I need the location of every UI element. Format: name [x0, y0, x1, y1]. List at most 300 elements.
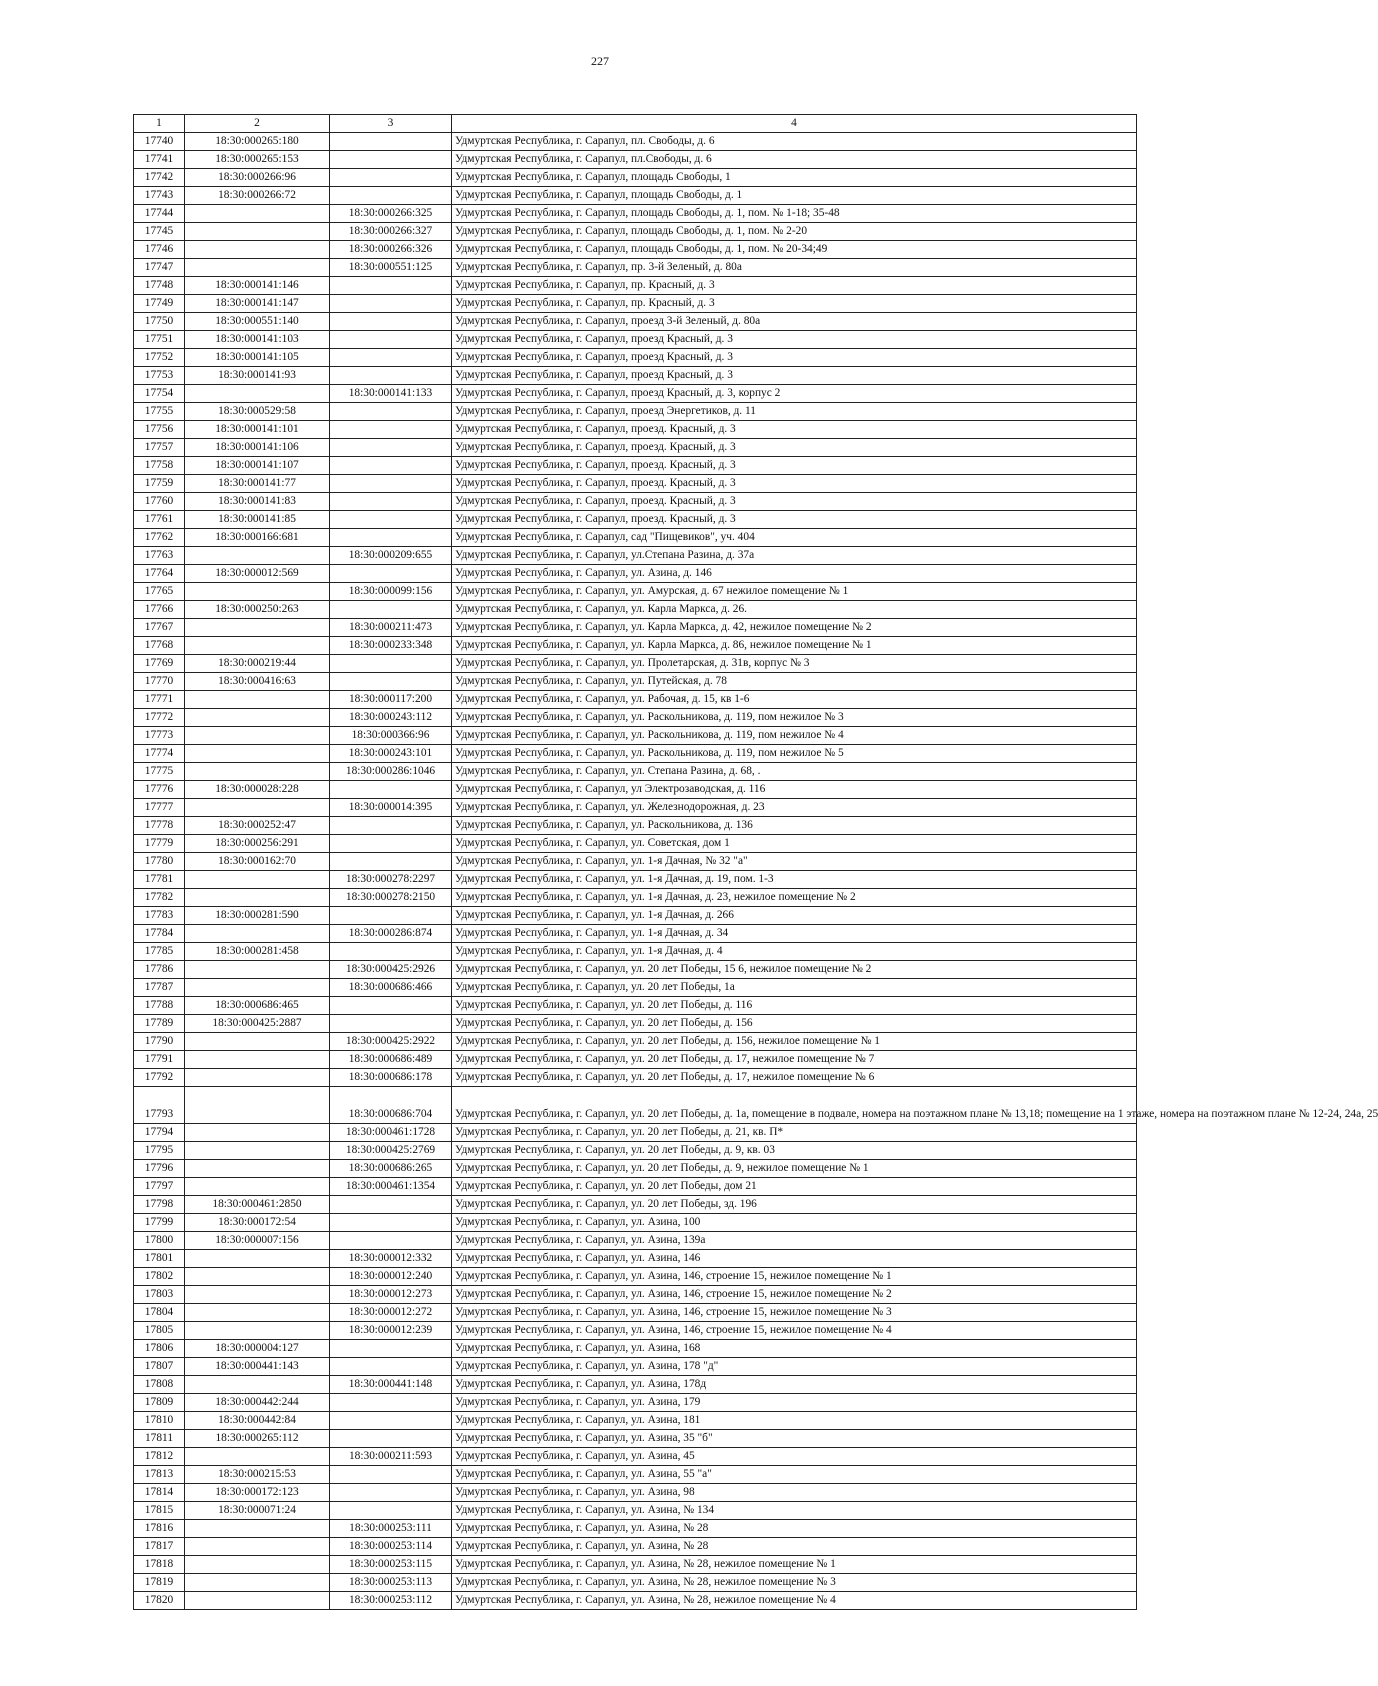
registry-table [133, 114, 1378, 1610]
cadastral-number-building-cell: 18:30:000266:327 [330, 223, 452, 241]
row-number-cell: 17748 [134, 277, 185, 295]
cadastral-number-building-cell: 18:30:000266:325 [330, 205, 452, 223]
cadastral-number-land-cell [185, 1448, 330, 1466]
cadastral-number-building-cell [330, 817, 452, 835]
cadastral-number-land-cell [185, 1592, 330, 1610]
cadastral-number-building-cell: 18:30:000253:114 [330, 1538, 452, 1556]
cadastral-number-land-cell [185, 889, 330, 907]
table-row [134, 439, 1137, 457]
table-row [134, 367, 1137, 385]
row-number-cell: 17753 [134, 367, 185, 385]
table-row [134, 673, 1137, 691]
cadastral-number-land-cell: 18:30:000007:156 [185, 1232, 330, 1250]
cadastral-number-land-cell [185, 1087, 330, 1124]
table-row [134, 925, 1137, 943]
cadastral-number-building-cell: 18:30:000551:125 [330, 259, 452, 277]
cadastral-number-land-cell [185, 1069, 330, 1087]
address-cell: Удмуртская Республика, г. Сарапул, ул. Азина, № 28 [452, 1538, 1137, 1556]
cadastral-number-land-cell [185, 259, 330, 277]
cadastral-number-land-cell [185, 979, 330, 997]
cadastral-number-land-cell [185, 1124, 330, 1142]
cadastral-number-land-cell: 18:30:000265:112 [185, 1430, 330, 1448]
cadastral-number-building-cell [330, 1015, 452, 1033]
cadastral-number-building-cell [330, 943, 452, 961]
cadastral-number-land-cell: 18:30:000281:458 [185, 943, 330, 961]
row-number-cell: 17766 [134, 601, 185, 619]
row-number-cell: 17779 [134, 835, 185, 853]
cadastral-number-land-cell: 18:30:000141:146 [185, 277, 330, 295]
address-cell: Удмуртская Республика, г. Сарапул, проезд. Красный, д. 3 [452, 475, 1137, 493]
address-cell: Удмуртская Республика, г. Сарапул, ул. Азина, 35 "б" [452, 1430, 1137, 1448]
cadastral-number-building-cell: 18:30:000286:1046 [330, 763, 452, 781]
row-number-cell: 17798 [134, 1196, 185, 1214]
cadastral-number-land-cell: 18:30:000004:127 [185, 1340, 330, 1358]
row-number-cell: 17782 [134, 889, 185, 907]
address-cell: Удмуртская Республика, г. Сарапул, ул. Азина, № 28, нежилое помещение № 3 [452, 1574, 1137, 1592]
address-cell: Удмуртская Республика, г. Сарапул, ул. Азина, д. 146 [452, 565, 1137, 583]
cadastral-number-building-cell: 18:30:000012:240 [330, 1268, 452, 1286]
table-row [134, 205, 1137, 223]
address-cell: Удмуртская Республика, г. Сарапул, ул. Советская, дом 1 [452, 835, 1137, 853]
address-cell: Удмуртская Республика, г. Сарапул, ул. 20 лет Победы, 15 6, нежилое помещение № 2 [452, 961, 1137, 979]
address-cell: Удмуртская Республика, г. Сарапул, ул. 20 лет Победы, д. 156, нежилое помещение № 1 [452, 1033, 1137, 1051]
cadastral-number-land-cell: 18:30:000529:58 [185, 403, 330, 421]
table-row [134, 403, 1137, 421]
cadastral-number-land-cell: 18:30:000425:2887 [185, 1015, 330, 1033]
cadastral-number-building-cell [330, 277, 452, 295]
row-number-cell: 17809 [134, 1394, 185, 1412]
cadastral-number-building-cell [330, 1502, 452, 1520]
cadastral-number-land-cell [185, 1376, 330, 1394]
cadastral-number-building-cell: 18:30:000211:473 [330, 619, 452, 637]
row-number-cell: 17784 [134, 925, 185, 943]
address-cell: Удмуртская Республика, г. Сарапул, ул. 1-я Дачная, д. 34 [452, 925, 1137, 943]
row-number-cell: 17758 [134, 457, 185, 475]
cadastral-number-land-cell: 18:30:000028:228 [185, 781, 330, 799]
cadastral-number-building-cell: 18:30:000014:395 [330, 799, 452, 817]
table-row [134, 799, 1137, 817]
cadastral-number-land-cell: 18:30:000416:63 [185, 673, 330, 691]
cadastral-number-building-cell: 18:30:000012:332 [330, 1250, 452, 1268]
cadastral-number-building-cell: 18:30:000012:272 [330, 1304, 452, 1322]
address-cell: Удмуртская Республика, г. Сарапул, ул. 20 лет Победы, дом 21 [452, 1178, 1137, 1196]
row-number-cell: 17747 [134, 259, 185, 277]
table-row [134, 331, 1137, 349]
table-row [134, 709, 1137, 727]
row-number-cell: 17767 [134, 619, 185, 637]
cadastral-number-building-cell [330, 169, 452, 187]
row-number-cell: 17820 [134, 1592, 185, 1610]
table-row [134, 835, 1137, 853]
table-row [134, 1286, 1137, 1304]
row-number-cell: 17816 [134, 1520, 185, 1538]
cadastral-number-building-cell: 18:30:000117:200 [330, 691, 452, 709]
row-number-cell: 17744 [134, 205, 185, 223]
row-number-cell: 17805 [134, 1322, 185, 1340]
table-row [134, 1160, 1137, 1178]
table-row [134, 1178, 1137, 1196]
table-row [134, 1340, 1137, 1358]
cadastral-number-land-cell: 18:30:000141:105 [185, 349, 330, 367]
address-cell: Удмуртская Республика, г. Сарапул, ул. 20 лет Победы, д. 156 [452, 1015, 1137, 1033]
cadastral-number-building-cell: 18:30:000012:273 [330, 1286, 452, 1304]
address-cell: Удмуртская Республика, г. Сарапул, ул. Азина, 146, строение 15, нежилое помещение № 3 [452, 1304, 1137, 1322]
table-row [134, 565, 1137, 583]
cadastral-number-building-cell: 18:30:000686:489 [330, 1051, 452, 1069]
cadastral-number-land-cell [185, 1160, 330, 1178]
cadastral-number-building-cell [330, 1196, 452, 1214]
row-number-cell: 17800 [134, 1232, 185, 1250]
table-row [134, 1592, 1137, 1610]
address-cell: Удмуртская Республика, г. Сарапул, ул. Азина, 45 [452, 1448, 1137, 1466]
address-cell: Удмуртская Республика, г. Сарапул, пл.Свободы, д. 6 [452, 151, 1137, 169]
address-cell: Удмуртская Республика, г. Сарапул, проезд Красный, д. 3 [452, 349, 1137, 367]
row-number-cell: 17804 [134, 1304, 185, 1322]
address-cell: Удмуртская Республика, г. Сарапул, проезд. Красный, д. 3 [452, 421, 1137, 439]
cadastral-number-land-cell [185, 205, 330, 223]
row-number-cell: 17797 [134, 1178, 185, 1196]
cadastral-number-building-cell [330, 439, 452, 457]
address-cell: Удмуртская Республика, г. Сарапул, сад "Пищевиков", уч. 404 [452, 529, 1137, 547]
row-number-cell: 17771 [134, 691, 185, 709]
row-number-cell: 17791 [134, 1051, 185, 1069]
cadastral-number-building-cell: 18:30:000253:112 [330, 1592, 452, 1610]
table-row [134, 1087, 1137, 1124]
row-number-cell: 17743 [134, 187, 185, 205]
row-number-cell: 17811 [134, 1430, 185, 1448]
cadastral-number-building-cell: 18:30:000686:265 [330, 1160, 452, 1178]
cadastral-number-land-cell: 18:30:000162:70 [185, 853, 330, 871]
address-cell: Удмуртская Республика, г. Сарапул, площадь Свободы, д. 1, пом. № 1-18; 35-48 [452, 205, 1137, 223]
cadastral-number-land-cell [185, 1520, 330, 1538]
row-number-cell: 17749 [134, 295, 185, 313]
table-row [134, 1015, 1137, 1033]
row-number-cell: 17776 [134, 781, 185, 799]
row-number-cell: 17819 [134, 1574, 185, 1592]
address-cell: Удмуртская Республика, г. Сарапул, ул. Азина, 55 "а" [452, 1466, 1137, 1484]
cadastral-number-land-cell [185, 583, 330, 601]
row-number-cell: 17790 [134, 1033, 185, 1051]
row-number-cell: 17759 [134, 475, 185, 493]
cadastral-number-building-cell: 18:30:000253:113 [330, 1574, 452, 1592]
cadastral-number-building-cell: 18:30:000141:133 [330, 385, 452, 403]
address-cell: Удмуртская Республика, г. Сарапул, ул. Азина, 100 [452, 1214, 1137, 1232]
row-number-cell: 17799 [134, 1214, 185, 1232]
cadastral-number-building-cell [330, 997, 452, 1015]
table-row [134, 187, 1137, 205]
row-number-cell: 17781 [134, 871, 185, 889]
address-cell: Удмуртская Республика, г. Сарапул, проезд. Красный, д. 3 [452, 439, 1137, 457]
address-cell: Удмуртская Республика, г. Сарапул, ул Электрозаводская, д. 116 [452, 781, 1137, 799]
row-number-cell: 17808 [134, 1376, 185, 1394]
cadastral-number-land-cell: 18:30:000266:72 [185, 187, 330, 205]
cadastral-number-land-cell [185, 961, 330, 979]
cadastral-number-building-cell: 18:30:000099:156 [330, 583, 452, 601]
cadastral-number-land-cell: 18:30:000256:291 [185, 835, 330, 853]
address-cell: Удмуртская Республика, г. Сарапул, проезд. Красный, д. 3 [452, 493, 1137, 511]
cadastral-number-building-cell [330, 313, 452, 331]
address-cell: Удмуртская Республика, г. Сарапул, ул. Азина, № 28, нежилое помещение № 1 [452, 1556, 1137, 1574]
table-row [134, 889, 1137, 907]
table-row [134, 619, 1137, 637]
row-number-cell: 17780 [134, 853, 185, 871]
cadastral-number-building-cell: 18:30:000243:101 [330, 745, 452, 763]
row-number-cell: 17761 [134, 511, 185, 529]
table-row [134, 1051, 1137, 1069]
table-row [134, 475, 1137, 493]
table-row [134, 169, 1137, 187]
cadastral-number-land-cell: 18:30:000141:103 [185, 331, 330, 349]
row-number-cell: 17756 [134, 421, 185, 439]
cadastral-number-building-cell: 18:30:000233:348 [330, 637, 452, 655]
row-number-cell: 17795 [134, 1142, 185, 1160]
table-row [134, 961, 1137, 979]
table-row [134, 1196, 1137, 1214]
row-number-cell: 17793 [134, 1087, 185, 1124]
row-number-cell: 17785 [134, 943, 185, 961]
cadastral-number-land-cell [185, 241, 330, 259]
address-cell: Удмуртская Республика, г. Сарапул, ул. 20 лет Победы, 1а [452, 979, 1137, 997]
cadastral-number-land-cell: 18:30:000441:143 [185, 1358, 330, 1376]
row-number-cell: 17789 [134, 1015, 185, 1033]
cadastral-number-building-cell: 18:30:000211:593 [330, 1448, 452, 1466]
cadastral-number-building-cell: 18:30:000425:2922 [330, 1033, 452, 1051]
cadastral-number-land-cell [185, 1268, 330, 1286]
cadastral-number-building-cell [330, 367, 452, 385]
cadastral-number-land-cell: 18:30:000071:24 [185, 1502, 330, 1520]
table-row [134, 349, 1137, 367]
header-col-4: 4 [452, 115, 1137, 133]
cadastral-number-building-cell: 18:30:000425:2926 [330, 961, 452, 979]
cadastral-number-land-cell: 18:30:000281:590 [185, 907, 330, 925]
address-cell: Удмуртская Республика, г. Сарапул, ул. 20 лет Победы, д. 21, кв. П* [452, 1124, 1137, 1142]
row-number-cell: 17801 [134, 1250, 185, 1268]
cadastral-number-building-cell [330, 529, 452, 547]
cadastral-number-building-cell [330, 565, 452, 583]
cadastral-number-land-cell: 18:30:000166:681 [185, 529, 330, 547]
address-cell: Удмуртская Республика, г. Сарапул, ул. Карла Маркса, д. 26. [452, 601, 1137, 619]
row-number-cell: 17806 [134, 1340, 185, 1358]
address-cell: Удмуртская Республика, г. Сарапул, ул. Раскольникова, д. 119, пом нежилое № 4 [452, 727, 1137, 745]
address-cell: Удмуртская Республика, г. Сарапул, площадь Свободы, 1 [452, 169, 1137, 187]
table-row [134, 529, 1137, 547]
cadastral-number-building-cell: 18:30:000253:111 [330, 1520, 452, 1538]
address-cell: Удмуртская Республика, г. Сарапул, ул. Амурская, д. 67 нежилое помещение № 1 [452, 583, 1137, 601]
address-cell: Удмуртская Республика, г. Сарапул, ул. 20 лет Победы, д. 9, кв. 03 [452, 1142, 1137, 1160]
address-cell: Удмуртская Республика, г. Сарапул, ул. Азина, № 28, нежилое помещение № 4 [452, 1592, 1137, 1610]
row-number-cell: 17764 [134, 565, 185, 583]
cadastral-number-building-cell [330, 673, 452, 691]
cadastral-number-land-cell: 18:30:000141:85 [185, 511, 330, 529]
cadastral-number-land-cell: 18:30:000172:123 [185, 1484, 330, 1502]
address-cell: Удмуртская Республика, г. Сарапул, ул. 1-я Дачная, д. 266 [452, 907, 1137, 925]
address-cell: Удмуртская Республика, г. Сарапул, ул. 1-я Дачная, д. 19, пом. 1-3 [452, 871, 1137, 889]
cadastral-number-building-cell: 18:30:000286:874 [330, 925, 452, 943]
cadastral-number-land-cell: 18:30:000219:44 [185, 655, 330, 673]
address-cell: Удмуртская Республика, г. Сарапул, ул. Степана Разина, д. 68, . [452, 763, 1137, 781]
table-row [134, 259, 1137, 277]
cadastral-number-land-cell [185, 871, 330, 889]
cadastral-number-building-cell [330, 457, 452, 475]
row-number-cell: 17772 [134, 709, 185, 727]
cadastral-number-land-cell [185, 1556, 330, 1574]
table-row [134, 1376, 1137, 1394]
cadastral-number-building-cell [330, 1430, 452, 1448]
address-cell: Удмуртская Республика, г. Сарапул, ул. Азина, 181 [452, 1412, 1137, 1430]
table-row [134, 907, 1137, 925]
cadastral-number-building-cell [330, 421, 452, 439]
cadastral-number-building-cell [330, 493, 452, 511]
cadastral-number-building-cell [330, 1232, 452, 1250]
table-row [134, 1412, 1137, 1430]
cadastral-number-building-cell [330, 781, 452, 799]
cadastral-number-building-cell [330, 835, 452, 853]
cadastral-number-building-cell: 18:30:000461:1354 [330, 1178, 452, 1196]
row-number-cell: 17768 [134, 637, 185, 655]
cadastral-number-building-cell [330, 1214, 452, 1232]
address-cell: Удмуртская Республика, г. Сарапул, проезд Энергетиков, д. 11 [452, 403, 1137, 421]
cadastral-number-building-cell: 18:30:000686:704 [330, 1087, 452, 1124]
row-number-cell: 17762 [134, 529, 185, 547]
table-row [134, 295, 1137, 313]
table-row [134, 979, 1137, 997]
cadastral-number-land-cell: 18:30:000250:263 [185, 601, 330, 619]
row-number-cell: 17765 [134, 583, 185, 601]
cadastral-number-land-cell [185, 1574, 330, 1592]
address-cell: Удмуртская Республика, г. Сарапул, ул. 20 лет Победы, д. 9, нежилое помещение № 1 [452, 1160, 1137, 1178]
row-number-cell: 17817 [134, 1538, 185, 1556]
address-cell: Удмуртская Республика, г. Сарапул, площадь Свободы, д. 1 [452, 187, 1137, 205]
table-row [134, 1448, 1137, 1466]
cadastral-number-building-cell [330, 907, 452, 925]
address-cell: Удмуртская Республика, г. Сарапул, ул. Азина, 178 "д" [452, 1358, 1137, 1376]
address-cell: Удмуртская Республика, г. Сарапул, площадь Свободы, д. 1, пом. № 20-34;49 [452, 241, 1137, 259]
row-number-cell: 17760 [134, 493, 185, 511]
table-row [134, 1556, 1137, 1574]
table-row [134, 1069, 1137, 1087]
row-number-cell: 17796 [134, 1160, 185, 1178]
row-number-cell: 17813 [134, 1466, 185, 1484]
table-row [134, 1322, 1137, 1340]
cadastral-number-building-cell: 18:30:000461:1728 [330, 1124, 452, 1142]
address-cell: Удмуртская Республика, г. Сарапул, проезд Красный, д. 3 [452, 331, 1137, 349]
table-row [134, 1520, 1137, 1538]
table-row [134, 1250, 1137, 1268]
table-row [134, 781, 1137, 799]
address-cell: Удмуртская Республика, г. Сарапул, ул. 20 лет Победы, д. 17, нежилое помещение № 7 [452, 1051, 1137, 1069]
cadastral-number-building-cell [330, 151, 452, 169]
cadastral-number-building-cell [330, 133, 452, 151]
cadastral-number-land-cell: 18:30:000012:569 [185, 565, 330, 583]
row-number-cell: 17778 [134, 817, 185, 835]
cadastral-number-building-cell [330, 475, 452, 493]
address-cell: Удмуртская Республика, г. Сарапул, ул. 20 лет Победы, д. 1а, помещение в подвале, номера на поэтажном плане № 13,18; помещение на 1 этаже, номера на поэтажном плане № 12-24, 24а, 25 [452, 1087, 1137, 1124]
address-cell: Удмуртская Республика, г. Сарапул, ул.Степана Разина, д. 37а [452, 547, 1137, 565]
table-row [134, 1394, 1137, 1412]
cadastral-number-land-cell [185, 1250, 330, 1268]
row-number-cell: 17803 [134, 1286, 185, 1304]
cadastral-number-land-cell [185, 1322, 330, 1340]
address-cell: Удмуртская Республика, г. Сарапул, ул. Азина, 179 [452, 1394, 1137, 1412]
cadastral-number-building-cell [330, 1358, 452, 1376]
cadastral-number-land-cell [185, 691, 330, 709]
row-number-cell: 17746 [134, 241, 185, 259]
row-number-cell: 17742 [134, 169, 185, 187]
cadastral-number-land-cell: 18:30:000141:101 [185, 421, 330, 439]
address-cell: Удмуртская Республика, г. Сарапул, ул. Азина, 146, строение 15, нежилое помещение № 1 [452, 1268, 1137, 1286]
cadastral-number-land-cell: 18:30:000141:83 [185, 493, 330, 511]
row-number-cell: 17740 [134, 133, 185, 151]
table-row [134, 1268, 1137, 1286]
cadastral-number-building-cell: 18:30:000686:178 [330, 1069, 452, 1087]
cadastral-number-building-cell: 18:30:000686:466 [330, 979, 452, 997]
cadastral-number-land-cell [185, 1142, 330, 1160]
cadastral-number-building-cell: 18:30:000441:148 [330, 1376, 452, 1394]
cadastral-number-land-cell [185, 637, 330, 655]
address-cell: Удмуртская Республика, г. Сарапул, ул. Карла Маркса, д. 86, нежилое помещение № 1 [452, 637, 1137, 655]
address-cell: Удмуртская Республика, г. Сарапул, ул. Азина, 146, строение 15, нежилое помещение № 2 [452, 1286, 1137, 1304]
row-number-cell: 17794 [134, 1124, 185, 1142]
table-row [134, 1304, 1137, 1322]
table-row [134, 997, 1137, 1015]
table-row [134, 871, 1137, 889]
cadastral-number-land-cell [185, 745, 330, 763]
cadastral-number-land-cell: 18:30:000141:93 [185, 367, 330, 385]
address-cell: Удмуртская Республика, г. Сарапул, ул. Раскольникова, д. 136 [452, 817, 1137, 835]
table-row [134, 763, 1137, 781]
table-row [134, 1538, 1137, 1556]
table-row [134, 385, 1137, 403]
cadastral-number-building-cell: 18:30:000278:2297 [330, 871, 452, 889]
cadastral-number-land-cell: 18:30:000266:96 [185, 169, 330, 187]
table-row [134, 241, 1137, 259]
row-number-cell: 17777 [134, 799, 185, 817]
table-row [134, 223, 1137, 241]
row-number-cell: 17773 [134, 727, 185, 745]
cadastral-number-building-cell [330, 187, 452, 205]
cadastral-number-land-cell [185, 1304, 330, 1322]
header-col-1: 1 [134, 115, 185, 133]
cadastral-number-land-cell [185, 1051, 330, 1069]
cadastral-number-building-cell: 18:30:000209:655 [330, 547, 452, 565]
cadastral-number-land-cell: 18:30:000141:107 [185, 457, 330, 475]
cadastral-number-building-cell [330, 331, 452, 349]
table-row [134, 277, 1137, 295]
cadastral-number-building-cell [330, 1484, 452, 1502]
table-row [134, 1430, 1137, 1448]
address-cell: Удмуртская Республика, г. Сарапул, ул. 1-я Дачная, № 32 "а" [452, 853, 1137, 871]
cadastral-number-land-cell [185, 1538, 330, 1556]
address-cell: Удмуртская Республика, г. Сарапул, пр. Красный, д. 3 [452, 277, 1137, 295]
table-row [134, 601, 1137, 619]
cadastral-number-building-cell [330, 403, 452, 421]
address-cell: Удмуртская Республика, г. Сарапул, проезд Красный, д. 3, корпус 2 [452, 385, 1137, 403]
row-number-cell: 17792 [134, 1069, 185, 1087]
row-number-cell: 17810 [134, 1412, 185, 1430]
table-row [134, 727, 1137, 745]
table-row [134, 547, 1137, 565]
row-number-cell: 17774 [134, 745, 185, 763]
cadastral-number-land-cell [185, 223, 330, 241]
cadastral-number-building-cell [330, 511, 452, 529]
address-cell: Удмуртская Республика, г. Сарапул, ул. Азина, № 134 [452, 1502, 1137, 1520]
cadastral-number-building-cell: 18:30:000266:326 [330, 241, 452, 259]
cadastral-number-building-cell [330, 1466, 452, 1484]
row-number-cell: 17786 [134, 961, 185, 979]
row-number-cell: 17787 [134, 979, 185, 997]
cadastral-number-land-cell [185, 763, 330, 781]
address-cell: Удмуртская Республика, г. Сарапул, пр. 3-й Зеленый, д. 80а [452, 259, 1137, 277]
